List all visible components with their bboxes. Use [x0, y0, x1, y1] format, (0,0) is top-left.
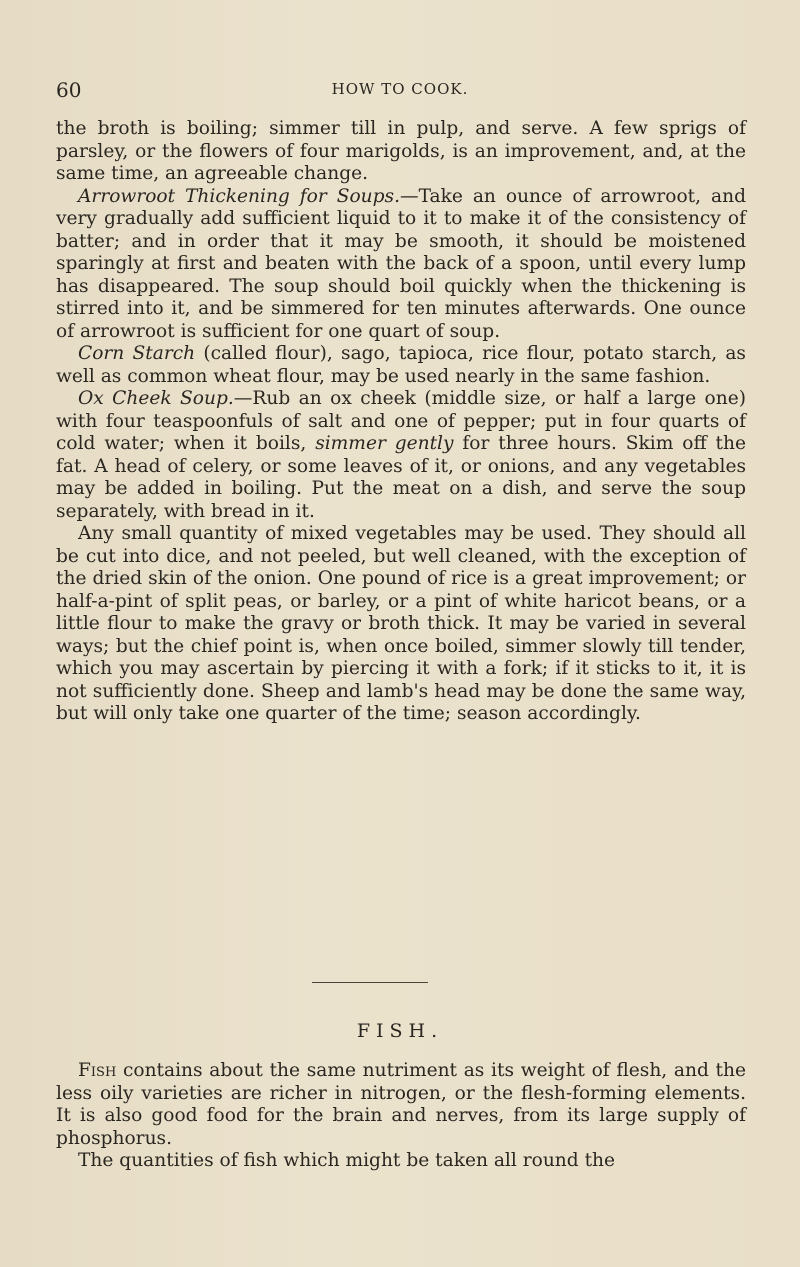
paragraph-fish-intro: [56, 1060, 746, 1150]
corn-starch-heading: Corn Starch: [78, 343, 196, 364]
section-divider: [312, 982, 428, 983]
paragraph-mixed-vegetables: Any small quantity of mixed vegetables may be used. They should all be cut into dice, and not peeled, but well cleaned, with the exception of the dried skin of the onion. One pound of rice is a great improvement; or half-a-pint of split peas, or barley, or a pint of white haricot beans, or a little flour to make the gravy or broth thick. It may be varied in several ways; but the chief point is, when once boiled, simmer slowly till tender, which you may ascertain by piercing it with a fork; if it sticks to it, it is not sufficiently done. Sheep and lamb's head may be done the same way, but will only take one quarter of the time; season accordingly.: [56, 523, 746, 724]
arrowroot-text: —Take an ounce of arrowroot, and very gradually add sufficient liquid to it to make it of the consistency of batter; and in order that it may be smooth, it should be moistened sparingly at first and beaten with the back of a spoon, until every lump has disappeared. The soup should boil quickly when the thickening is stirred into it, and be simmered for ten minutes afterwards. One ounce of arrowroot is sufficient for one quart of soup.: [56, 185, 746, 342]
fish-intro-text: contains about the same nutriment as its weight of flesh, and the less oily varieties are richer in nitrogen, or the flesh-forming elements. It is also good food for the brain and nerves, from its large supply of phosphorus.: [56, 1060, 746, 1149]
page-header: [56, 78, 744, 108]
paragraph-fish-quantities: The quantities of fish which might be taken all round the: [78, 1150, 616, 1171]
ox-cheek-text-b: for three hours. Skim off the fat. A head of celery, or some leaves of it, or onions, and any vegetables may be added in boiling. Put the meat on a dish, and serve the soup separately, with bread in it.: [56, 433, 746, 522]
fish-lead-word: Fish: [78, 1060, 117, 1081]
ox-cheek-emphasis: simmer gently: [315, 433, 454, 454]
page-number: 60: [56, 78, 82, 102]
fish-section-heading: FISH.: [356, 1020, 444, 1042]
paragraph-arrowroot: [56, 186, 746, 344]
paragraph-corn-starch: [56, 343, 746, 388]
running-head: HOW TO COOK.: [331, 80, 469, 98]
paragraph-ox-cheek-soup: [56, 388, 746, 523]
fish-text: [56, 1060, 746, 1173]
corn-starch-text: (called flour), sago, tapioca, rice flour, potato starch, as well as common wheat flour, may be used nearly in the same fashion.: [56, 343, 746, 387]
ox-cheek-text-a: —Rub an ox cheek (middle size, or half a large one) with four teaspoonfuls of salt and one of pepper; put in four quarts of cold water; when it boils,: [56, 388, 746, 454]
paragraph-broth-continuation: the broth is boiling; simmer till in pulp, and serve. A few sprigs of parsley, or the flowers of four marigolds, is an improvement, and, at the same time, an agreeable change.: [56, 118, 746, 184]
arrowroot-heading: Arrowroot Thickening for Soups.: [78, 185, 400, 207]
recipe-text: [56, 118, 746, 726]
ox-cheek-heading: Ox Cheek Soup.: [78, 388, 234, 409]
